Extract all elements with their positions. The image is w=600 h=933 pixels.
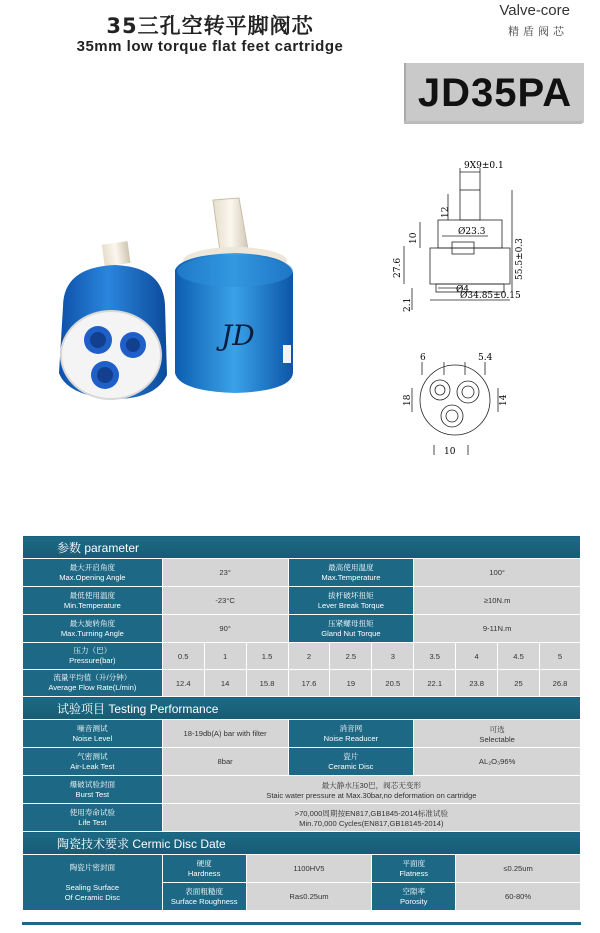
dim-b14: 14 <box>499 394 509 406</box>
test-label: 噪音测试 Noise Level <box>23 720 163 748</box>
pressure-cell: 1.5 <box>246 643 288 670</box>
test-label: 使用寿命试验 Life Test <box>23 804 163 832</box>
test-label: 气密测试 Air-Leak Test <box>23 748 163 776</box>
pressure-label: 压力（巴） Pressure(bar) <box>23 643 163 670</box>
pressure-cell: 2 <box>288 643 330 670</box>
param-value: 9-11N.m <box>414 615 581 643</box>
param-label: 压紧螺母扭矩 Gland Nut Torque <box>288 615 414 643</box>
flow-cell: 17.6 <box>288 670 330 697</box>
param-label: 最低使用温度 Min.Temperature <box>23 587 163 615</box>
flow-cell: 20.5 <box>372 670 414 697</box>
flow-cell: 14 <box>204 670 246 697</box>
param-label: 拔杆破坏扭矩 Lever Break Torque <box>288 587 414 615</box>
dim-d23: Ø23.3 <box>458 227 486 237</box>
spec-table <box>22 535 581 911</box>
model-shadow <box>404 121 582 124</box>
model-number: JD35PA <box>404 63 584 123</box>
test-value: AL₂O₃96% <box>414 748 581 776</box>
dim-b6: 6 <box>420 353 426 363</box>
dim-top-width: 9X9±0.1 <box>464 161 504 171</box>
param-value: -23°C <box>162 587 288 615</box>
param-value: ≥10N.m <box>414 587 581 615</box>
footer-bar <box>22 922 581 925</box>
dim-d34: Ø34.85±0.15 <box>460 291 521 301</box>
pressure-cell: 3 <box>372 643 414 670</box>
brand-logo: JD <box>221 319 255 352</box>
pressure-cell: 1 <box>204 643 246 670</box>
test-label: 爆破试验封面 Burst Test <box>23 776 163 804</box>
test-value: 18-19db(A) bar with filter <box>162 720 288 748</box>
pressure-cell: 5 <box>539 643 580 670</box>
brand-box <box>487 0 600 40</box>
flow-cell: 23.8 <box>456 670 498 697</box>
dim-21: 2.1 <box>403 297 413 312</box>
test-value: 可选 Selectable <box>414 720 581 748</box>
section-ceramic: 陶瓷技术要求 Cermic Disc Date <box>23 832 581 855</box>
dim-b18: 18 <box>403 394 413 406</box>
ceramic-value: ≤0.25um <box>456 855 581 883</box>
pressure-cell: 2.5 <box>330 643 372 670</box>
product-photo <box>45 195 305 425</box>
test-value: 8bar <box>162 748 288 776</box>
dim-b54: 5.4 <box>478 353 493 363</box>
flow-cell: 19 <box>330 670 372 697</box>
ceramic-value: 60-80% <box>456 883 581 911</box>
ceramic-label: 表面粗糙度 Surface Roughness <box>162 883 246 911</box>
test-value: >70,000周期按EN817,GB1845-2014标准试验 Min.70,000 Cycles(EN817,GB18145-2014) <box>162 804 580 832</box>
flow-cell: 15.8 <box>246 670 288 697</box>
param-label: 最高使用温度 Max.Temperature <box>288 559 414 587</box>
flow-cell: 26.8 <box>539 670 580 697</box>
pressure-cell: 3.5 <box>414 643 456 670</box>
ceramic-label: 硬度 Hardness <box>162 855 246 883</box>
ceramic-label: 平面度 Flatness <box>372 855 456 883</box>
section-testing: 试验项目 Testing Performance <box>23 697 581 720</box>
dim-55: 55.5±0.3 <box>515 238 525 280</box>
technical-drawing <box>360 150 600 460</box>
brand-english: Valve-core <box>499 2 570 19</box>
flow-cell: 22.1 <box>414 670 456 697</box>
ceramic-label: 空隙率 Porosity <box>372 883 456 911</box>
pressure-cell: 4 <box>456 643 498 670</box>
dim-b10: 10 <box>444 447 456 457</box>
title-english: 35mm low torque flat feet cartridge <box>76 38 344 55</box>
title-chinese: 35三孔空转平脚阀芯 <box>106 14 314 38</box>
param-label: 最大旋转角度 Max.Turning Angle <box>23 615 163 643</box>
test-label: 消音网 Noise Readucer <box>288 720 414 748</box>
test-label: 瓷片 Ceramic Disc <box>288 748 414 776</box>
dim-10: 10 <box>409 232 419 244</box>
ceramic-sealing-label: 陶瓷片密封面 Sealing Surface Of Ceramic Disc <box>23 855 163 911</box>
left-cartridge-stem <box>102 241 131 266</box>
section-parameter: 参数 parameter <box>23 536 581 559</box>
ceramic-value: 1100HV5 <box>246 855 372 883</box>
brand-chinese: 精盾阀芯 <box>508 25 568 38</box>
dim-12: 12 <box>441 206 451 218</box>
param-value: 23° <box>162 559 288 587</box>
flow-cell: 12.4 <box>162 670 204 697</box>
param-value: 90° <box>162 615 288 643</box>
dim-27: 27.6 <box>393 257 403 278</box>
pressure-cell: 4.5 <box>498 643 540 670</box>
test-value: 最大静水压30巴，阀芯无变形 Staic water pressure at Max.30bar,no deformation on cartridge <box>162 776 580 804</box>
param-label: 最大开启角度 Max.Opening Angle <box>23 559 163 587</box>
dim-d4: Ø4 <box>456 285 470 295</box>
flow-cell: 25 <box>498 670 540 697</box>
ceramic-value: Ra≤0.25um <box>246 883 372 911</box>
flow-label: 流量平均值（升/分钟） Average Flow Rate(L/min) <box>23 670 163 697</box>
param-value: 100° <box>414 559 581 587</box>
pressure-cell: 0.5 <box>162 643 204 670</box>
